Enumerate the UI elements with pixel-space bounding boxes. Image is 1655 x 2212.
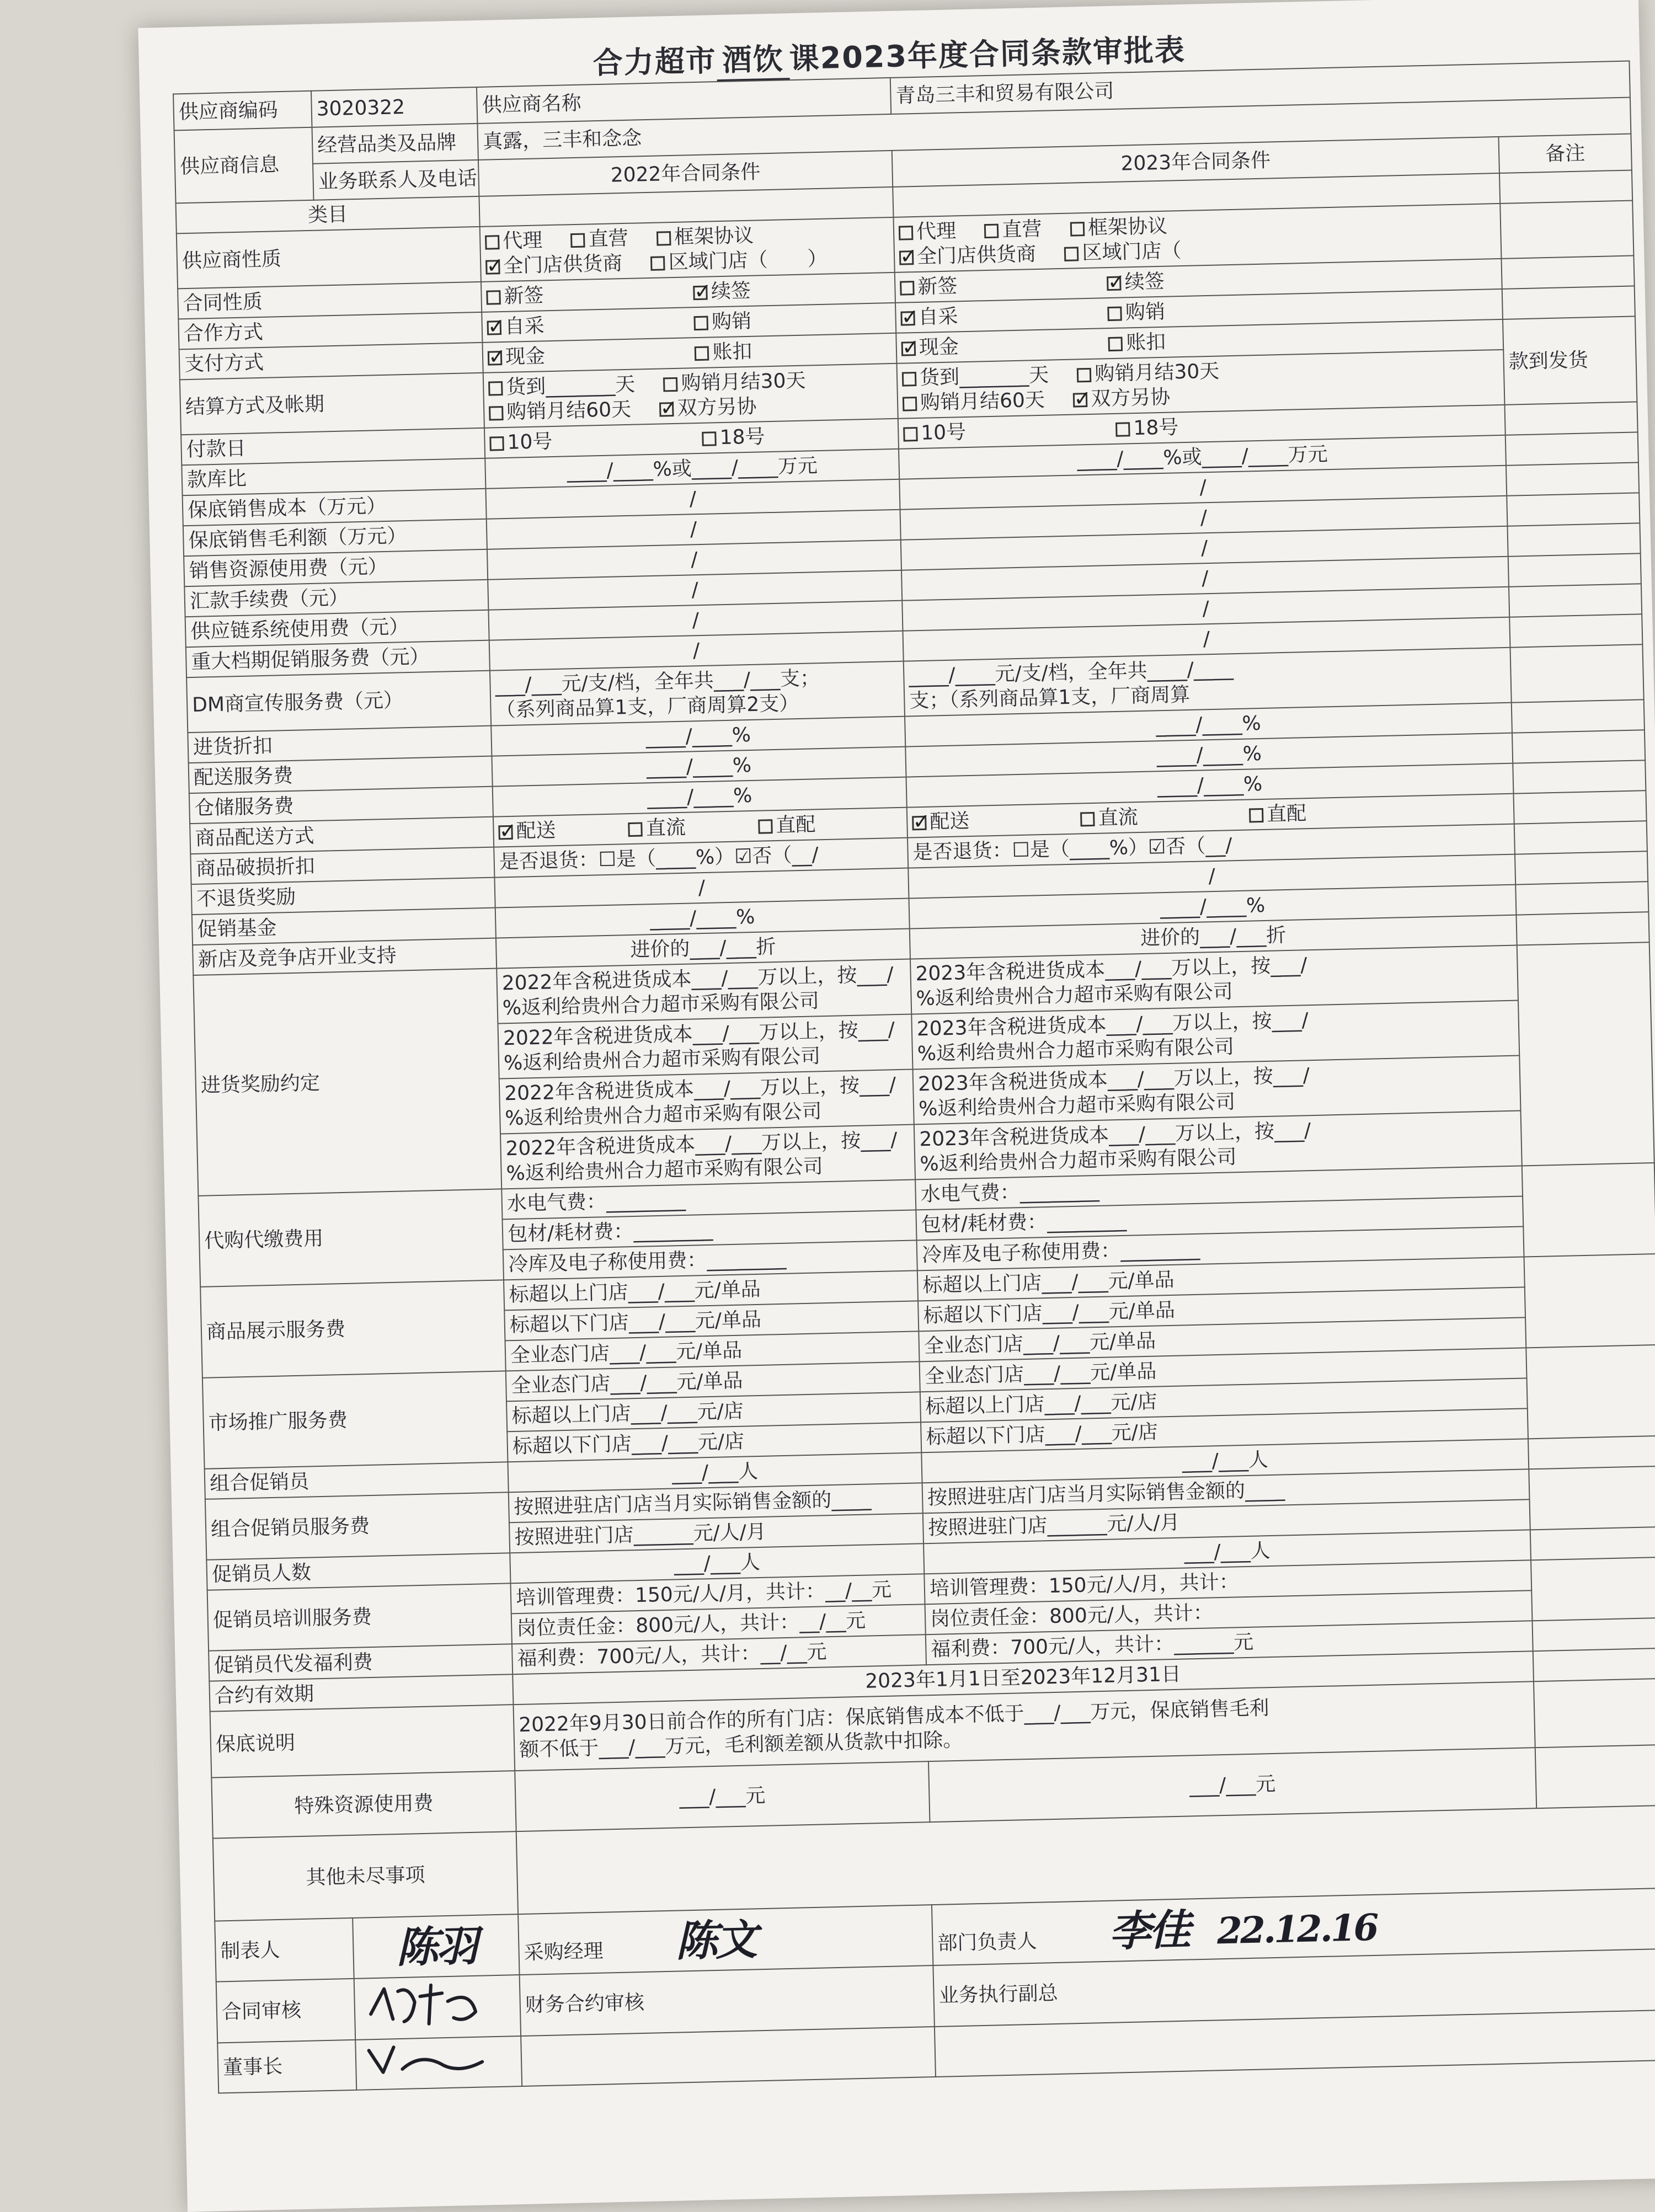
row-label: 销售资源使用费（元） (184, 549, 488, 586)
blank (1507, 523, 1640, 556)
opt-label: 新签 (504, 284, 544, 308)
opt-label: 18号 (1133, 416, 1179, 440)
checkbox[interactable] (1081, 812, 1096, 827)
purchase-reward-label: 进货奖励约定 (193, 969, 501, 1196)
opt-label: 区域门店（ ） (668, 247, 828, 274)
maker-signature-text: 陈羽 (396, 1921, 477, 1972)
checkbox-checked[interactable] (488, 351, 503, 366)
reward-2022 (496, 959, 911, 1024)
promo-fund-2023: ____/____% (909, 885, 1517, 929)
checkbox[interactable] (485, 235, 500, 250)
opt-label: 全门店供货商 (503, 252, 623, 277)
opt-label: 现金 (919, 335, 959, 359)
blank (1504, 402, 1637, 435)
blank (521, 2027, 936, 2086)
combo-fee-2022: 按照进驻店门店当月实际销售金额的____ (509, 1483, 923, 1522)
supplier-info-label: 供应商信息 (174, 127, 314, 204)
reward-line: 2023年含税进货成本___/___万以上，按___/ (916, 1009, 1309, 1041)
checkbox[interactable] (489, 406, 504, 421)
blank (1509, 614, 1642, 647)
checkbox[interactable] (650, 256, 665, 271)
row-label: 供应链系统使用费（元） (185, 610, 489, 647)
new-store-2022: 进价的___/___折 (496, 929, 910, 969)
brand-label: 经营品类及品牌 (312, 124, 478, 164)
blank (1530, 1527, 1655, 1560)
market-2023: 标超以下门店___/___元/店 (921, 1408, 1528, 1452)
row-2023: / (899, 466, 1507, 510)
opt-label: 直营 (588, 227, 629, 251)
settlement-label: 结算方式及帐期 (180, 373, 484, 435)
blank (1509, 584, 1642, 617)
market-2023: 全业态门店___/___元/单品 (920, 1348, 1527, 1392)
reward-2022 (499, 1069, 914, 1134)
pay-day-label: 付款日 (181, 428, 485, 465)
blank (1534, 1679, 1655, 1748)
row-2023: / (903, 617, 1510, 661)
market-label: 市场推广服务费 (202, 1371, 508, 1468)
reward-line: 2022年含税进货成本___/___万以上，按___/ (504, 1073, 896, 1105)
checkbox-checked[interactable] (900, 311, 915, 326)
checkbox-checked[interactable] (485, 260, 500, 275)
market-2023: 标超以上门店___/___元/店 (920, 1378, 1528, 1422)
checkbox[interactable] (903, 397, 917, 412)
blank (1526, 1345, 1655, 1439)
checkbox-checked[interactable] (899, 250, 914, 265)
checkbox[interactable] (1064, 247, 1079, 261)
blank (1508, 553, 1641, 586)
purchase-mgr-signature: 陈文 (675, 1914, 756, 1966)
checkbox-checked[interactable] (1107, 276, 1122, 291)
training-2022: 岗位责任金：800元/人，共计：__/__元 (511, 1604, 926, 1644)
row-2022: / (489, 631, 904, 671)
row-2022: / (485, 479, 900, 519)
coop-mode-label: 合作方式 (178, 312, 482, 349)
opt-label: 直流 (645, 816, 686, 840)
purchase-mgr-label: 采购经理 (524, 1939, 604, 1964)
blank (1517, 942, 1654, 1166)
special-2022: ___/___元 (515, 1761, 930, 1831)
reward-line: %返利给贵州合力超市采购有限公司 (918, 1091, 1236, 1121)
training-2023: 岗位责任金：800元/人，共计： (925, 1590, 1533, 1634)
checkbox[interactable] (695, 346, 709, 361)
guarantee-line: 额不低于___/___万元，毛利额差额从货款中扣除。 (519, 1728, 963, 1761)
opt-label: 续签 (1124, 270, 1165, 294)
vp-label: 业务执行副总 (933, 1949, 1655, 2027)
checkbox[interactable] (663, 377, 678, 392)
row-label: 保底销售毛利额（万元） (183, 519, 487, 556)
approval-form-paper (138, 0, 1655, 2212)
dept-head-signature: 李佳 (1108, 1905, 1189, 1956)
blank (1516, 912, 1649, 945)
combo-promoter-2022: ___/___人 (508, 1452, 922, 1492)
blank (1533, 1618, 1655, 1651)
opt-label: 自采 (504, 314, 545, 338)
blank (1500, 200, 1633, 258)
opt-label: 10号 (507, 430, 553, 454)
row-2023: / (901, 526, 1508, 570)
opt-label: 现金 (505, 345, 546, 368)
reward-line: 2022年含税进货成本___/___万以上，按___/ (501, 963, 894, 995)
agency-2022: 冷库及电子称使用费：________ (503, 1240, 917, 1280)
promoter-count-2023: ___/___人 (923, 1530, 1531, 1574)
damage-2023: 是否退货：☐是（____%）☑否（__/ (907, 824, 1515, 868)
stock-ratio-2022: ____/____%或____/____万元 (485, 449, 899, 489)
checkbox[interactable] (758, 819, 773, 834)
row-2022: ____/____% (492, 747, 906, 787)
approval-table (173, 61, 1655, 2094)
row-2023: / (902, 587, 1509, 631)
special-label: 特殊资源使用费 (211, 1771, 516, 1838)
reward-2022 (500, 1124, 915, 1189)
display-2023: 全业态门店___/___元/单品 (919, 1317, 1526, 1361)
reward-line: 2023年含税进货成本___/___万以上，按___/ (915, 954, 1307, 986)
opt-label: 购销 (1125, 300, 1166, 324)
checkbox[interactable] (570, 233, 585, 248)
blank (1515, 881, 1648, 915)
checkbox[interactable] (1115, 422, 1130, 437)
supplier-name-label: 供应商名称 (477, 78, 891, 124)
reward-line: 2022年含税进货成本___/___万以上，按___/ (503, 1018, 895, 1050)
opt-label: 购销月结30天 (681, 369, 806, 395)
special-2023: ___/___元 (928, 1748, 1536, 1822)
brand-value: 真露，三丰和念念 (477, 98, 1631, 160)
contract-review-signature-mark (359, 1978, 493, 2031)
validity-value: 2023年1月1日至2023年12月31日 (512, 1651, 1534, 1705)
reward-line: %返利给贵州合力超市采购有限公司 (916, 980, 1234, 1011)
pay-method-remark: 款到发货 (1503, 316, 1637, 404)
blank (1528, 1436, 1655, 1469)
checkbox[interactable] (1249, 808, 1264, 823)
reward-line: %返利给贵州合力超市采购有限公司 (917, 1035, 1235, 1066)
dm-2022 (490, 661, 905, 726)
welfare-2023: 福利费：700元/人，共计：______元 (926, 1621, 1533, 1665)
row-2023: / (901, 557, 1509, 601)
checkbox[interactable] (1108, 307, 1123, 322)
combo-fee-label: 组合促销员服务费 (205, 1492, 510, 1559)
opt-label: 购销月结60天 (506, 398, 632, 424)
combo-fee-2023: 按照进驻店门店当月实际销售金额的____ (922, 1469, 1530, 1513)
reward-line: %返利给贵州合力超市采购有限公司 (919, 1146, 1237, 1176)
row-2023: ____/____% (905, 703, 1512, 747)
display-2023: 标超以上门店___/___元/单品 (917, 1257, 1525, 1301)
opt-label: 区域门店（ (1082, 239, 1182, 265)
blank (1501, 255, 1634, 288)
dept-head-label: 部门负责人 (937, 1930, 1037, 1955)
header-2022: 2022年合同条件 (478, 151, 893, 196)
row-2022: / (487, 510, 901, 549)
row-label: 保底销售成本（万元） (183, 489, 487, 526)
finance-label: 财务合约审核 (520, 1965, 935, 2036)
opt-label: 配送 (516, 819, 557, 843)
checkbox[interactable] (903, 427, 918, 442)
header-remarks: 备注 (1498, 134, 1631, 173)
reward-line: %返利给贵州合力超市采购有限公司 (504, 1100, 822, 1130)
opt-label: 自采 (918, 305, 959, 329)
supplier-code: 3020322 (311, 87, 477, 127)
checkbox-checked[interactable] (498, 825, 513, 840)
row-label: 进货折扣 (188, 726, 492, 763)
opt-label: 购销月结60天 (920, 388, 1045, 414)
display-2022: 标超以下门店___/___元/单品 (504, 1301, 919, 1340)
promoter-count-label: 促销员人数 (206, 1553, 510, 1590)
combo-promoter-label: 组合促销员 (205, 1462, 509, 1499)
promo-fund-label: 促销基金 (192, 908, 496, 945)
agency-2023: 水电气费：________ (915, 1166, 1523, 1210)
reward-line: 2022年含税进货成本___/___万以上，按___/ (505, 1129, 898, 1161)
dm-2022-line1: ___/___元/支/档，全年共___/___支； (495, 667, 820, 697)
opt-label: 账扣 (1125, 330, 1166, 355)
opt-label: 代理 (502, 229, 543, 253)
opt-label: 直流 (1098, 806, 1139, 830)
opt-label: 货到_______天 (919, 364, 1049, 389)
chairman-label: 董事长 (217, 2040, 356, 2093)
supplier-code-label: 供应商编码 (173, 91, 312, 131)
checkbox[interactable] (899, 226, 914, 241)
reward-2022 (498, 1014, 912, 1079)
agency-2023: 冷库及电子称使用费：________ (917, 1226, 1524, 1270)
no-return-2022: / (494, 868, 909, 908)
dm-2023-line1: ____/____元/支/档，全年共____/____ (908, 658, 1234, 688)
training-2023: 培训管理费：150元/人/月，共计： (924, 1560, 1531, 1604)
blank (1512, 699, 1645, 733)
opt-label: 代理 (916, 220, 957, 243)
checkbox[interactable] (984, 224, 999, 239)
delivery-label: 商品配送方式 (190, 817, 494, 854)
opt-label: 框架协议 (674, 224, 754, 249)
no-return-label: 不退货奖励 (191, 878, 495, 915)
row-label: 仓储服务费 (189, 787, 493, 824)
opt-label: 配送 (929, 810, 970, 833)
settlement-2022[interactable] (483, 364, 898, 428)
contract-nature-label: 合同性质 (178, 282, 482, 319)
opt-label: 框架协议 (1087, 215, 1168, 239)
checkbox[interactable] (902, 372, 917, 387)
promo-fund-2022: ____/____% (495, 899, 910, 938)
blank (1512, 730, 1645, 763)
welfare-2022: 福利费：700元/人，共计：__/__元 (512, 1634, 926, 1674)
opt-label: 直营 (1002, 217, 1042, 242)
agency-2022: 包材/耗材费：________ (503, 1210, 917, 1249)
checkbox[interactable] (1070, 222, 1085, 237)
agency-label: 代购代缴费用 (198, 1189, 504, 1286)
combo-promoter-2023: ___/___人 (921, 1439, 1529, 1483)
blank (1506, 462, 1639, 495)
combo-fee-2023: 按照进驻门店______元/人/月 (923, 1499, 1530, 1543)
title-dept: 酒饮 (716, 35, 790, 82)
header-2023: 2023年合同条件 (892, 137, 1499, 187)
reward-line: %返利给贵州合力超市采购有限公司 (502, 990, 820, 1020)
checkbox[interactable] (486, 290, 501, 305)
blank (1513, 760, 1646, 793)
row-2022: / (488, 570, 902, 610)
maker-label: 制表人 (215, 1918, 354, 1982)
agency-2022: 水电气费：________ (501, 1179, 916, 1219)
row-2022: ____/____% (491, 717, 905, 756)
blank (1513, 790, 1646, 824)
row-2023: ____/____% (905, 733, 1513, 777)
agency-2023: 包材/耗材费：________ (916, 1196, 1523, 1240)
checkbox-checked[interactable] (901, 341, 916, 356)
new-store-label: 新店及竞争店开业支持 (193, 938, 496, 975)
contact-label: 业务联系人及电话 (313, 160, 479, 200)
display-label: 商品展示服务费 (200, 1280, 506, 1377)
row-2023: / (900, 496, 1508, 540)
reward-line: 2023年含税进货成本___/___万以上，按___/ (919, 1119, 1311, 1151)
checkbox[interactable] (702, 431, 717, 446)
blank (1535, 1745, 1655, 1808)
checkbox[interactable] (489, 436, 504, 451)
validity-label: 合约有效期 (209, 1674, 513, 1711)
combo-fee-2022: 按照进驻门店______元/人/月 (509, 1513, 923, 1553)
no-return-2023: / (908, 854, 1515, 899)
title-suffix: 课2023年度合同条款审批表 (789, 32, 1186, 77)
other-label: 其他未尽事项 (213, 1831, 518, 1921)
display-2022: 全业态门店___/___元/单品 (505, 1331, 920, 1371)
opt-label: 双方另协 (677, 395, 757, 420)
display-2023: 标超以下门店___/___元/单品 (918, 1287, 1525, 1331)
supplier-nature-2022[interactable] (480, 217, 895, 282)
row-2023: ____/____% (906, 763, 1514, 808)
dm-label: DM商宣传服务费（元） (186, 671, 491, 733)
opt-label: 续签 (711, 279, 751, 303)
opt-label: 购销 (711, 309, 752, 334)
opt-label: 新签 (917, 275, 958, 298)
checkbox[interactable] (628, 822, 643, 837)
chairman-signature (355, 2036, 522, 2090)
dm-2022-line2: （系列商品算1支，厂商周算2支） (495, 692, 799, 722)
new-store-2023: 进价的___/___折 (910, 915, 1517, 959)
market-2022: 标超以下门店___/___元/店 (507, 1422, 921, 1462)
reward-line: 2023年含税进货成本___/___万以上，按___/ (917, 1064, 1310, 1096)
maker-signature (353, 1914, 519, 1979)
market-2022: 全业态门店___/___元/单品 (506, 1361, 920, 1401)
row-label: 汇款手续费（元） (184, 580, 488, 617)
opt-label: 直配 (775, 813, 816, 837)
stock-ratio-2023: ____/____%或____/____万元 (899, 435, 1506, 479)
purchase-mgr-cell (518, 1905, 933, 1975)
display-2022: 标超以上门店___/___元/单品 (504, 1270, 918, 1310)
promoter-count-2022: ___/___人 (510, 1543, 924, 1583)
opt-label: 货到_______天 (505, 373, 636, 399)
reward-line: %返利给贵州合力超市采购有限公司 (503, 1045, 821, 1075)
market-2022: 标超以上门店___/___元/店 (506, 1392, 921, 1431)
opt-label: 账扣 (712, 340, 752, 364)
row-2022: / (488, 601, 903, 640)
blank (1514, 821, 1647, 854)
supplier-name: 青岛三丰和贸易有限公司 (890, 61, 1630, 114)
row-label: 配送服务费 (189, 756, 493, 793)
blank (1533, 1648, 1655, 1681)
row-2022: / (487, 540, 901, 580)
blank (1507, 493, 1640, 526)
opt-label: 直配 (1266, 802, 1307, 826)
contract-review-signature (354, 1975, 521, 2040)
opt-label: 购销月结30天 (1095, 360, 1220, 386)
blank (1524, 1254, 1655, 1348)
guarantee-line: 2022年9月30日前合作的所有门店：保底销售成本不低于___/___万元，保底销售毛利 (518, 1697, 1269, 1737)
contract-review-label: 合同审核 (216, 1979, 355, 2043)
damage-2022: 是否退货：☐是（____%）☑否（__/ (494, 838, 908, 878)
training-2022: 培训管理费：150元/人/月，共计：__/__元 (510, 1574, 925, 1613)
blank (1531, 1557, 1655, 1621)
checkbox-checked[interactable] (487, 320, 502, 335)
checkbox[interactable] (656, 231, 671, 246)
checkbox[interactable] (1077, 368, 1092, 383)
guarantee-label: 保底说明 (210, 1705, 515, 1777)
checkbox[interactable] (694, 316, 709, 331)
blank (1510, 644, 1643, 702)
blank (1505, 432, 1638, 465)
header-category: 类目 (176, 196, 480, 233)
checkbox-checked[interactable] (912, 816, 927, 831)
sign-date: 22.12.16 (1216, 1905, 1378, 1952)
checkbox[interactable] (488, 381, 503, 396)
row-2022: ____/____% (493, 777, 907, 817)
opt-label: 18号 (719, 425, 765, 450)
stock-ratio-label: 款库比 (181, 458, 485, 495)
blank (1499, 170, 1632, 203)
damage-label: 商品破损折扣 (190, 847, 494, 884)
pay-method-label: 支付方式 (179, 343, 483, 380)
row-label: 重大档期促销服务费（元） (186, 640, 490, 677)
checkbox-checked[interactable] (1073, 393, 1088, 408)
welfare-label: 促销员代发福利费 (209, 1644, 512, 1681)
blank (1515, 851, 1648, 884)
blank (1529, 1466, 1655, 1530)
checkbox-checked[interactable] (659, 402, 674, 417)
supplier-nature-label: 供应商性质 (177, 227, 481, 288)
reward-line: %返利给贵州合力超市采购有限公司 (506, 1155, 824, 1185)
training-label: 促销员培训服务费 (207, 1583, 512, 1650)
checkbox[interactable] (900, 281, 915, 296)
opt-label: 双方另协 (1090, 386, 1171, 410)
title-prefix: 合力超市 (592, 43, 717, 81)
opt-label: 全门店供货商 (916, 243, 1037, 268)
checkbox[interactable] (1108, 337, 1123, 352)
blank (1502, 286, 1635, 319)
blank (1522, 1163, 1655, 1257)
checkbox-checked[interactable] (693, 286, 708, 301)
chairman-signature-mark (360, 2039, 494, 2081)
dm-2023-line2: 支；（系列商品算1支，厂商周算 (909, 683, 1190, 713)
opt-label: 10号 (920, 420, 967, 445)
